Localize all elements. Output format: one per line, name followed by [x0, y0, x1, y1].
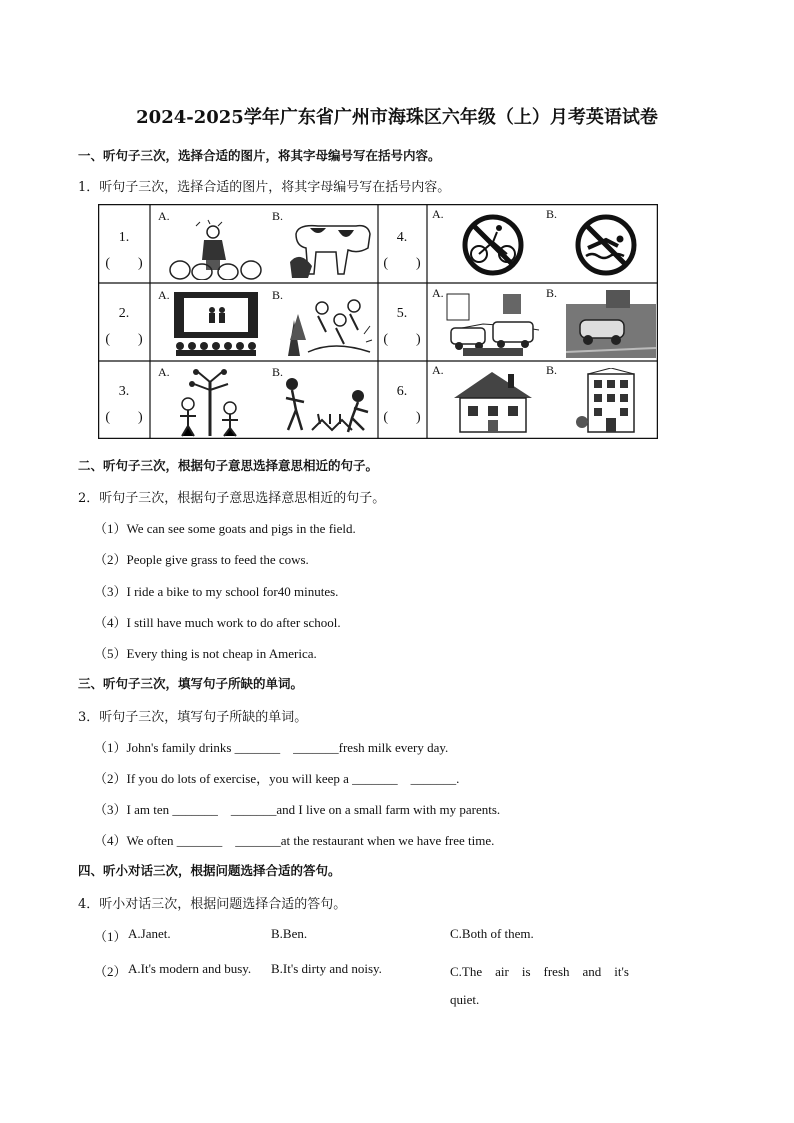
section-2-heading: 二、听句子三次，根据句子意思选择意思相近的句子。 — [78, 458, 379, 473]
answer-blank-2[interactable]: ( ) — [105, 332, 143, 347]
option-b-3: B. — [272, 365, 284, 379]
section-3-heading: 三、听句子三次，填写句子所缺的单词。 — [78, 676, 304, 691]
option-b-1: B. — [272, 209, 284, 223]
option-a-3: A. — [158, 365, 170, 379]
page-title: 2024-2025学年广东省广州市海珠区六年级（上）月考英语试卷 — [136, 107, 658, 128]
busy-street-picture — [443, 290, 543, 358]
fill-blank-item[interactable]: （2）If you do lots of exercise，you will keep a _______ _______. — [94, 771, 460, 786]
sentence-item: （5）Every thing is not cheap in America. — [94, 646, 317, 661]
sentence-item: （2）People give grass to feed the cows. — [94, 552, 309, 567]
farmer-milk-picture — [168, 218, 263, 280]
car-road-picture — [566, 290, 656, 358]
option-b-6: B. — [546, 363, 558, 377]
answer-blank-6[interactable]: ( ) — [383, 410, 421, 425]
option-b-2: B. — [272, 288, 284, 302]
dialog-2-option-c-continued: quiet. — [450, 992, 480, 1007]
no-cycling-sign — [453, 212, 533, 278]
fill-blank-item[interactable]: （1）John's family drinks _______ _______fresh milk every day. — [94, 740, 449, 755]
dialog-2-number: （2） — [94, 964, 127, 979]
children-tree-picture — [170, 368, 250, 438]
option-a-2: A. — [158, 288, 170, 302]
sentence-item: （4）I still have much work to do after school. — [94, 615, 341, 630]
item-5-label: 5. ( ) — [376, 306, 428, 348]
answer-blank-3[interactable]: ( ) — [105, 410, 143, 425]
item-6-label: 6. ( ) — [376, 384, 428, 426]
item-1-label: 1. ( ) — [98, 230, 150, 272]
question-4: 4．听小对话三次，根据问题选择合适的答句。 — [78, 897, 347, 912]
cow-picture — [288, 214, 373, 280]
option-b-4: B. — [546, 207, 558, 221]
item-4-label: 4. ( ) — [376, 230, 428, 272]
sentence-item: （1）We can see some goats and pigs in the field. — [94, 521, 356, 536]
picture-table — [98, 204, 658, 439]
option-a-6: A. — [432, 363, 444, 377]
dialog-2-option-b[interactable]: B.It's dirty and noisy. — [271, 961, 382, 976]
fill-blank-item[interactable]: （4）We often _______ _______at the restaurant when we have free time. — [94, 833, 495, 848]
question-1: 1．听句子三次，选择合适的图片，将其字母编号写在括号内容。 — [78, 180, 451, 195]
option-a-4: A. — [432, 207, 444, 221]
option-b-5: B. — [546, 286, 558, 300]
option-a-5: A. — [432, 286, 444, 300]
dialog-2-option-a[interactable]: A.It's modern and busy. — [128, 961, 252, 976]
dialog-1-option-b[interactable]: B.Ben. — [271, 926, 308, 941]
park-children-picture — [284, 290, 374, 358]
option-a-1: A. — [158, 209, 170, 223]
question-3: 3．听句子三次，填写句子所缺的单词。 — [78, 710, 308, 725]
dialog-2-option-c[interactable]: C.The air is fresh and it's — [450, 964, 629, 979]
city-building-picture — [576, 368, 646, 436]
country-house-picture — [448, 368, 538, 436]
item-2-label: 2. ( ) — [98, 306, 150, 348]
people-planting-picture — [278, 374, 373, 436]
section-1-heading: 一、听句子三次，选择合适的图片，将其字母编号写在括号内容。 — [78, 148, 441, 163]
question-2: 2．听句子三次，根据句子意思选择意思相近的句子。 — [78, 491, 386, 506]
dialog-1-option-a[interactable]: A.Janet. — [128, 926, 171, 941]
answer-blank-1[interactable]: ( ) — [105, 256, 143, 271]
dialog-1-option-c[interactable]: C.Both of them. — [450, 926, 534, 941]
section-4-heading: 四、听小对话三次，根据问题选择合适的答句。 — [78, 863, 341, 878]
no-swimming-sign — [566, 212, 646, 278]
sentence-item: （3）I ride a bike to my school for40 minutes. — [94, 584, 339, 599]
item-3-label: 3. ( ) — [98, 384, 150, 426]
fill-blank-item[interactable]: （3）I am ten _______ _______and I live on a small farm with my parents. — [94, 802, 501, 817]
answer-blank-5[interactable]: ( ) — [383, 332, 421, 347]
cinema-picture — [170, 290, 262, 358]
answer-blank-4[interactable]: ( ) — [383, 256, 421, 271]
dialog-1-number: （1） — [94, 929, 127, 944]
